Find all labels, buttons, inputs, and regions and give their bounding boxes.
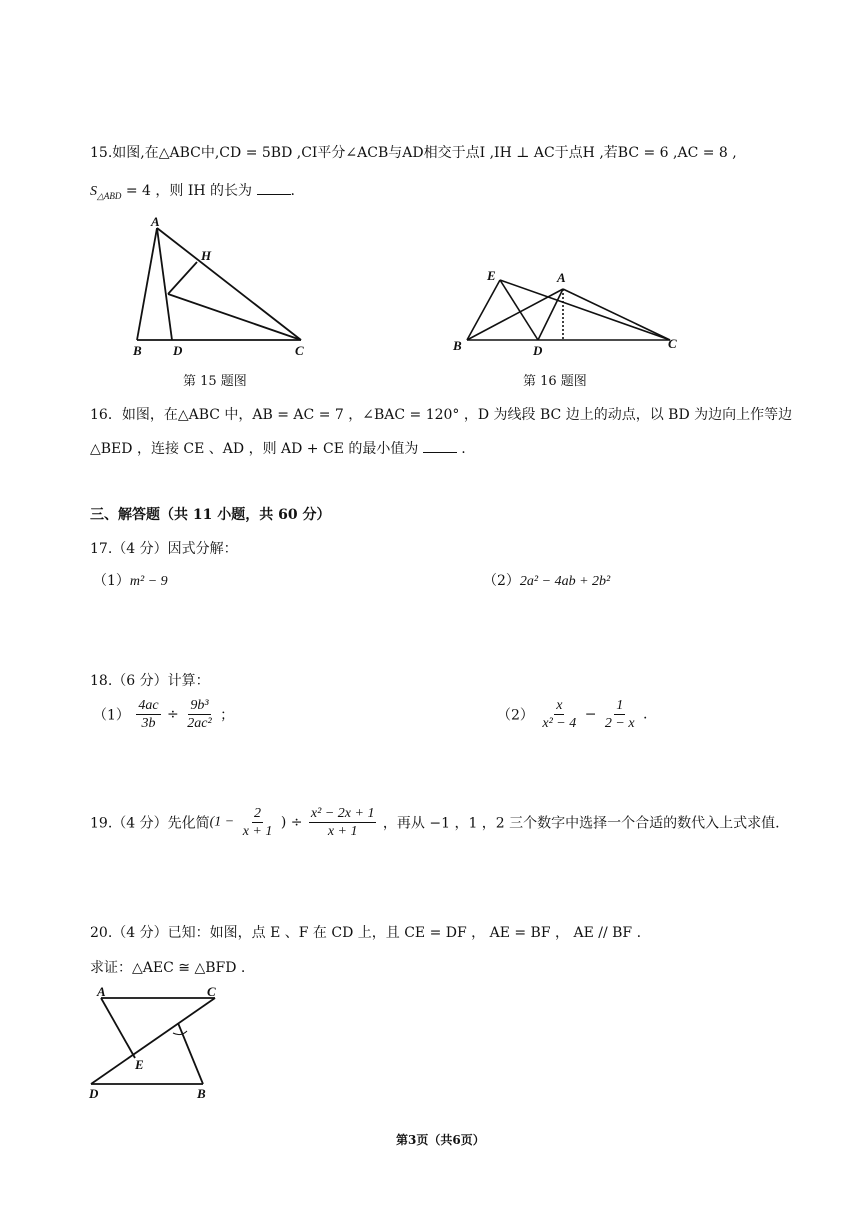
q18-part2-frac2-denominator: 2 − x	[604, 716, 635, 731]
q18-part2-frac1-numerator: x	[556, 698, 563, 713]
fig20-angle-mark	[173, 1031, 187, 1035]
fig15-seg-ci	[168, 294, 301, 340]
fig20-label-c: C	[207, 985, 216, 999]
fig15-seg-ad	[157, 228, 172, 340]
q16-line2	[90, 438, 466, 458]
q19-prefix: 19.（4 分）先化简	[90, 815, 210, 832]
q20-line2: 求证：△AEC ≅ △BFD .	[90, 960, 246, 976]
q15-area-symbol: S	[90, 184, 97, 199]
q19-line	[90, 805, 780, 840]
q19-frac2-denominator: x + 1	[327, 824, 358, 839]
q18-part2-end: .	[643, 706, 648, 723]
q16-line2-end: .	[461, 441, 466, 457]
fig20-seg-fb	[178, 1023, 203, 1084]
q18-title: 18.（6 分）计算：	[90, 673, 210, 689]
q18-part2-fraction-2	[603, 697, 637, 732]
fig16-label-c: C	[668, 336, 677, 351]
fig15-label-c: C	[295, 343, 304, 358]
q19-frac2-numerator: x² − 2x + 1	[310, 806, 375, 821]
figure-16	[445, 262, 690, 362]
q18-part1-frac1-numerator: 4ac	[138, 698, 159, 713]
fig15-seg-ac	[157, 228, 301, 340]
q19-suffix: ，再从 −1 ，1 ，2 三个数字中选择一个合适的数代入上式求值.	[382, 815, 780, 832]
q16-answer-blank[interactable]	[423, 438, 457, 453]
q15-caption: 第 15 题图	[183, 374, 247, 389]
q18-part1-label: （1）	[93, 707, 130, 724]
q18-part1-frac1-denominator: 3b	[141, 716, 156, 731]
q17-part2-expr: 2a² − 4ab + 2b²	[519, 574, 611, 589]
fig16-label-d: D	[533, 343, 543, 358]
q17-part1	[93, 570, 168, 590]
q15-line2-text: = 4 ，则 IH 的长为	[121, 183, 253, 199]
fig16-label-a: A	[557, 270, 566, 285]
q18-part2-operator: −	[584, 706, 597, 723]
fig16-seg-ad	[538, 289, 563, 340]
q17-part1-label: （1）	[93, 573, 130, 589]
q19-fraction-2	[309, 805, 377, 840]
figure-15	[125, 210, 325, 360]
fig15-seg-ih	[168, 262, 197, 294]
fig15-label-a: A	[151, 214, 160, 229]
q18-part2	[497, 697, 647, 732]
q18-part1	[93, 697, 234, 732]
q15-answer-blank[interactable]	[257, 180, 291, 195]
fig20-seg-ae	[101, 998, 135, 1058]
q19-fraction-1	[241, 805, 275, 840]
q16-caption: 第 16 题图	[523, 374, 587, 389]
fig15-label-d: D	[173, 343, 183, 358]
q19-frac1-denominator: x + 1	[242, 824, 273, 839]
q18-part1-operator: ÷	[167, 706, 179, 723]
section-3-heading: 三、解答题（共 11 小题，共 60 分）	[90, 507, 331, 523]
q17-part2	[483, 570, 610, 590]
q17-part1-expr: m² − 9	[129, 574, 168, 589]
q15-area-subscript: △ABD	[97, 190, 122, 201]
fig20-seg-cd	[91, 998, 215, 1084]
q17-title: 17.（4 分）因式分解：	[90, 541, 238, 557]
page-number: 第3页（共6页）	[396, 1133, 485, 1147]
q18-part2-label: （2）	[497, 707, 534, 724]
q20-line1: 20.（4 分）已知：如图，点 E 、F 在 CD 上，且 CE = DF ， AE = BF ， AE // BF .	[90, 925, 642, 941]
q18-part1-frac2-numerator: 9b³	[190, 698, 209, 713]
q15-line1: 15.如图,在△ABC中,CD = 5BD ,CI平分∠ACB与AD相交于点I ,IH ⊥ AC于点H ,若BC = 6 ,AC = 8 ,	[90, 145, 737, 161]
q18-part2-fraction-1	[540, 697, 578, 732]
fig16-seg-ed	[500, 280, 538, 340]
fig15-label-h: H	[201, 248, 212, 263]
fig20-label-d: D	[89, 1086, 99, 1101]
q16-line2-text: △BED ，连接 CE 、AD ，则 AD + CE 的最小值为	[90, 441, 419, 457]
fig20-label-b: B	[197, 1086, 206, 1101]
q15-line2-end: .	[290, 183, 295, 199]
q19-paren-close: ) ÷	[280, 814, 303, 831]
q19-frac1-numerator: 2	[254, 806, 262, 821]
q17-part2-label: （2）	[483, 573, 520, 589]
figure-20	[85, 985, 235, 1105]
q18-part1-frac2-denominator: 2ac²	[187, 716, 212, 731]
q16-line1: 16．如图，在△ABC 中，AB = AC = 7 ，∠BAC = 120° ，D 为线段 BC 边上的动点，以 BD 为边向上作等边	[90, 407, 793, 423]
q18-part1-fraction-1	[136, 697, 160, 732]
q18-part2-frac1-denominator: x² − 4	[542, 716, 577, 731]
q18-part1-fraction-2	[185, 697, 213, 732]
fig15-label-b: B	[133, 343, 142, 358]
fig15-seg-ab	[137, 228, 157, 340]
fig20-label-e: E	[135, 1057, 144, 1072]
q18-part1-end: ；	[220, 707, 235, 724]
fig16-seg-ec	[500, 280, 670, 340]
fig16-label-e: E	[487, 268, 496, 283]
q18-part2-frac2-numerator: 1	[616, 698, 624, 713]
q15-line2	[90, 180, 295, 202]
fig20-label-a: A	[97, 985, 106, 999]
fig16-seg-ac	[563, 289, 670, 340]
fig16-label-b: B	[453, 338, 462, 353]
q19-paren-open: (1 −	[209, 814, 235, 830]
